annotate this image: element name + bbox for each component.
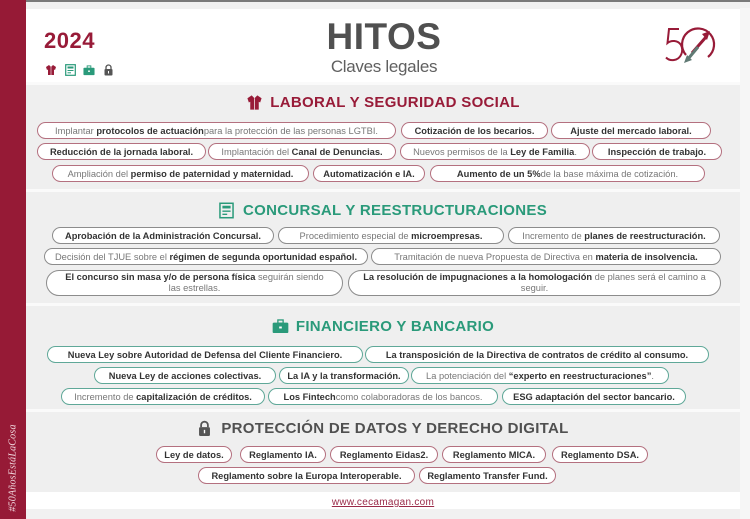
milestone-pill: Nuevos permisos de la Ley de Familia . <box>400 143 590 160</box>
document-icon <box>219 202 236 219</box>
bottom-margin <box>26 509 740 519</box>
section-title-financiero: FINANCIERO Y BANCARIO <box>26 318 740 335</box>
50-years-logo <box>662 21 718 69</box>
milestone-pill: Cotización de los becarios. <box>401 122 548 139</box>
milestone-pill: La resolución de impugnaciones a la homologación de planes será el camino a seguir. <box>348 270 721 296</box>
milestone-pill: Aumento de un 5% de la base máxima de cotización. <box>430 165 705 182</box>
shirt-icon <box>45 64 57 76</box>
milestone-pill: Implantación del Canal de Denuncias. <box>208 143 396 160</box>
milestone-pill: Aprobación de la Administración Concursal. <box>52 227 274 244</box>
milestone-pill: La potenciación del “experto en reestructuraciones” . <box>411 367 669 384</box>
website-link[interactable]: www.cecamagan.com <box>331 497 435 508</box>
section-concursal <box>26 189 740 303</box>
milestone-pill: Inspección de trabajo. <box>592 143 722 160</box>
milestone-pill: El concurso sin masa y/o de persona física seguirán siendo las estrellas. <box>46 270 343 296</box>
page-subtitle: Claves legales <box>330 57 438 76</box>
right-margin <box>740 8 750 519</box>
category-icons <box>45 64 114 76</box>
shirt-icon <box>246 94 263 111</box>
milestone-pill: Tramitación de nueva Propuesta de Directiva en materia de insolvencia. <box>371 248 721 265</box>
milestone-pill: Ley de datos. <box>156 446 232 463</box>
milestone-pill: La transposición de la Directiva de contratos de crédito al consumo. <box>365 346 709 363</box>
milestone-pill: Reglamento sobre la Europa Interoperable. <box>198 467 415 484</box>
milestone-pill: Decisión del TJUE sobre el régimen de segunda oportunidad español. <box>44 248 368 265</box>
section-title-laboral: LABORAL Y SEGURIDAD SOCIAL <box>26 94 740 111</box>
milestone-pill: Ajuste del mercado laboral. <box>551 122 711 139</box>
section-title-concursal: CONCURSAL Y REESTRUCTURACIONES <box>26 202 740 219</box>
section-title-proteccion-datos: PROTECCIÓN DE DATOS Y DERECHO DIGITAL <box>26 420 740 437</box>
header <box>26 9 740 82</box>
milestone-pill: Nueva Ley sobre Autoridad de Defensa del Cliente Financiero. <box>47 346 363 363</box>
milestone-pill: Reglamento MICA. <box>442 446 546 463</box>
milestone-pill: La IA y la transformación. <box>279 367 409 384</box>
page-title: HITOS <box>326 16 442 57</box>
year-label: 2024 <box>44 28 95 53</box>
lock-icon <box>102 64 114 76</box>
milestone-pill: Incremento de planes de reestructuración. <box>508 227 720 244</box>
milestone-pill: Automatización e IA. <box>313 165 425 182</box>
footer <box>26 492 740 509</box>
milestone-pill: Ampliación del permiso de paternidad y maternidad. <box>52 165 309 182</box>
briefcase-icon <box>272 318 289 335</box>
milestone-pill: Nueva Ley de acciones colectivas. <box>94 367 276 384</box>
hashtag: #50AñosEstáLaCosa <box>7 424 19 512</box>
top-border <box>0 0 750 2</box>
sidebar-band <box>0 0 26 519</box>
milestone-pill: Reglamento Eidas2. <box>330 446 438 463</box>
document-icon <box>64 64 76 76</box>
milestone-pill: Procedimiento especial de microempresas. <box>278 227 504 244</box>
section-proteccion-datos <box>26 409 740 492</box>
milestone-pill: Reglamento DSA. <box>552 446 648 463</box>
milestone-pill: Implantar protocolos de actuación para la protección de las personas LGTBI. <box>37 122 396 139</box>
milestone-pill: Reducción de la jornada laboral. <box>37 143 206 160</box>
milestone-pill: Incremento de capitalización de créditos. <box>61 388 265 405</box>
briefcase-icon <box>83 64 95 76</box>
section-financiero <box>26 303 740 409</box>
milestone-pill: Reglamento Transfer Fund. <box>419 467 556 484</box>
section-laboral <box>26 82 740 189</box>
milestone-pill: Reglamento IA. <box>240 446 326 463</box>
lock-icon <box>197 420 214 437</box>
milestone-pill: ESG adaptación del sector bancario. <box>502 388 686 405</box>
milestone-pill: Los Fintech como colaboradoras de los bancos. <box>268 388 498 405</box>
